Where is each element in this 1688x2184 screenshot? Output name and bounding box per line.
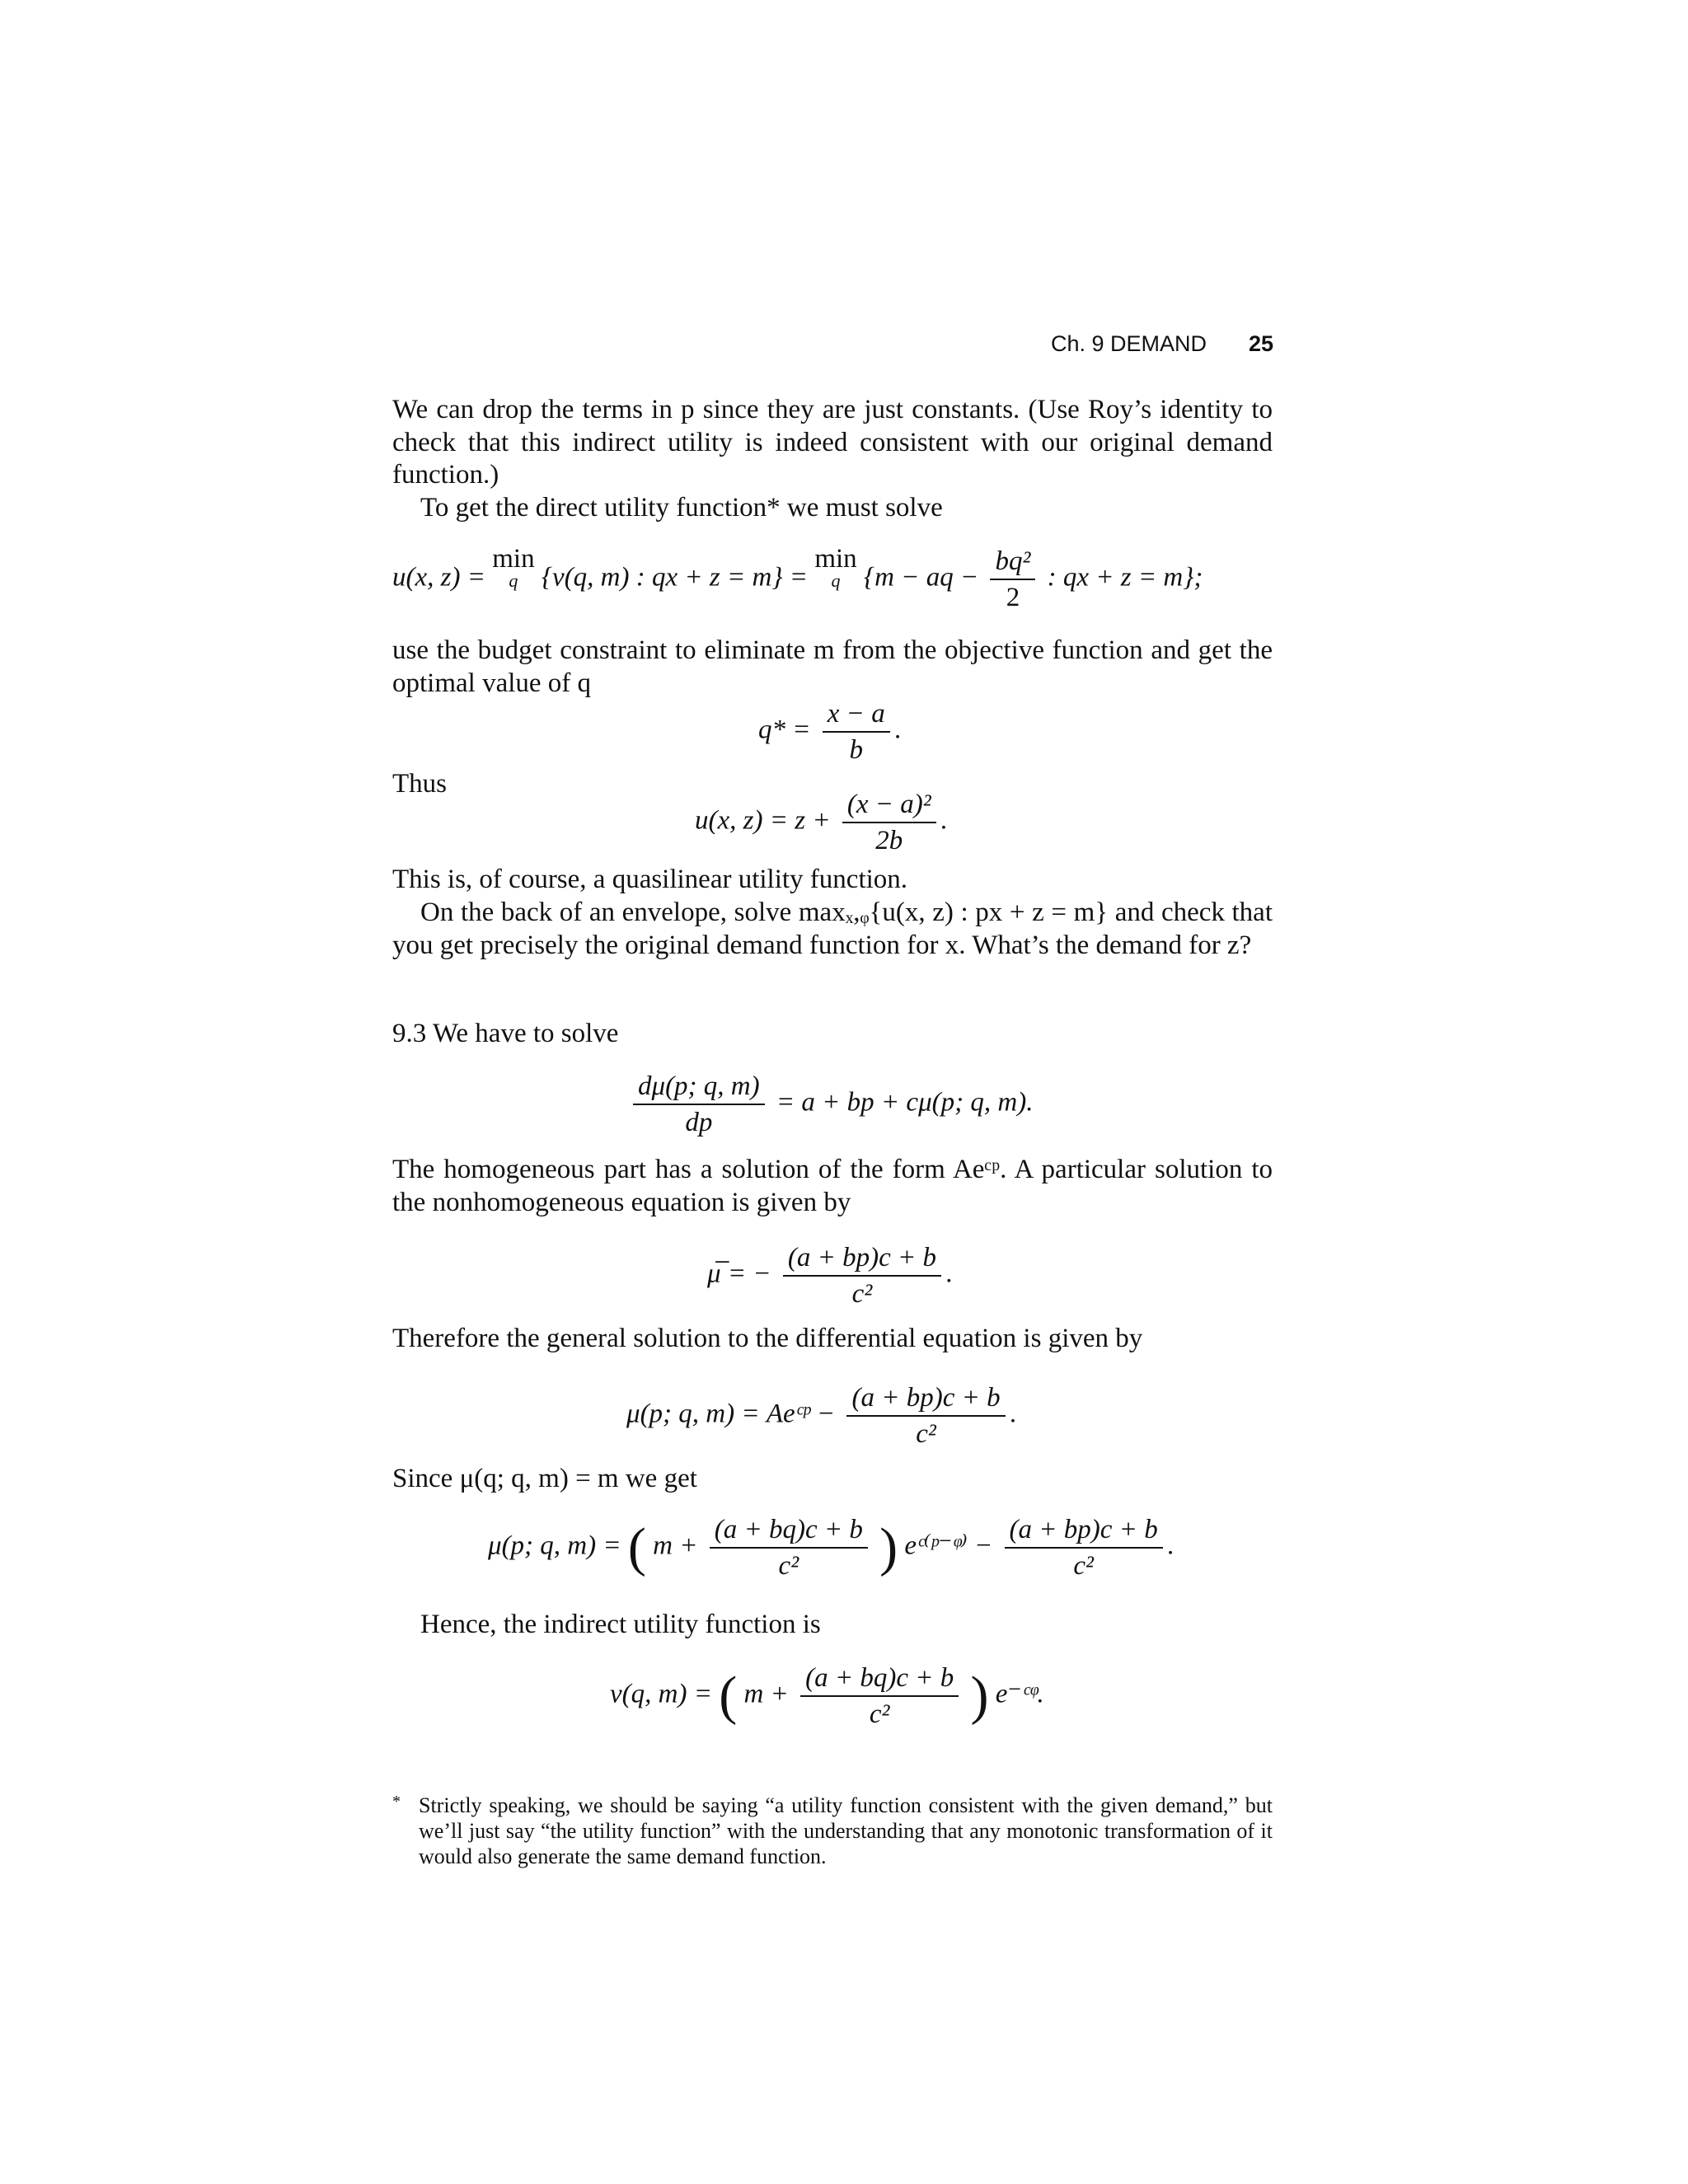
- eq1-min-operator-2: min q: [814, 544, 857, 591]
- thus-label: Thus: [392, 769, 447, 799]
- eq6-lhs: μ(p; q, m) = Aeᶜᵖ −: [626, 1399, 836, 1429]
- eq8-fraction: $\frac{(a + bq)c + b}{\text{c²}}$: [800, 1661, 959, 1732]
- paragraph-2: To get the direct utility function* we must solve: [420, 493, 943, 523]
- footnote: [392, 1793, 1273, 1869]
- paragraph-7: The homogeneous part has a solution of the form Aeᶜᵖ. A particular solution to the nonhomogeneous equation is given by: [392, 1155, 1273, 1217]
- eq6-fraction: $\frac{(a + bp)c + b}{\text{c²}}$: [846, 1380, 1005, 1451]
- eq7-exponential: eᶜ⁽ᵖ⁻ᵠ⁾: [904, 1530, 968, 1561]
- paragraph-8: Therefore the general solution to the differential equation is given by: [392, 1324, 1143, 1353]
- eq1-min-operator: min q: [492, 544, 535, 591]
- paragraph-3: use the budget constraint to eliminate m from the objective function and get the optimal value of q: [392, 635, 1273, 698]
- paragraph-10: Hence, the indirect utility function is: [420, 1610, 821, 1639]
- running-header: [1051, 331, 1273, 364]
- exercise-9-3-intro: 9.3 We have to solve: [392, 1019, 619, 1048]
- page-number: 25: [1248, 331, 1273, 356]
- eq5-lhs: μ̅ = −: [707, 1258, 771, 1289]
- equation-mu-solution: μ(p; q, m) = ( m + $\frac{(a + bq)c + b}{\text{c²}}$ ) eᶜ⁽ᵖ⁻ᵠ⁾ − $\frac{(a + bp)c + b}{\text{c²}}$ .: [488, 1512, 1175, 1583]
- eq7-fraction-1: $\frac{(a + bq)c + b}{\text{c²}}$: [710, 1512, 868, 1583]
- paragraph-1: We can drop the terms in p since they are just constants. (Use Roy’s identity to check that this indirect utility is indeed consistent with our original demand function.): [392, 395, 1273, 490]
- eq4-fraction: $\frac{d\mu(p; q, m)}{dp}$: [633, 1069, 765, 1140]
- eq3-fraction: $\frac{\text{(x − a)²}}{2b}$: [842, 787, 936, 858]
- eq8-exponential: e⁻ᶜᵠ.: [995, 1679, 1044, 1709]
- eq1-constraint: : qx + z = m};: [1047, 562, 1203, 593]
- equation-indirect-utility: [610, 1661, 1044, 1732]
- eq7-fraction-2: $\frac{(a + bp)c + b}{\text{c²}}$: [1005, 1512, 1163, 1583]
- right-paren: ): [879, 1517, 898, 1577]
- eq1-objective: {m − aq −: [863, 562, 979, 593]
- equation-differential: [628, 1069, 1033, 1140]
- eq3-lhs: u(x, z) = z +: [695, 805, 831, 836]
- eq1-lhs: u(x, z) =: [392, 562, 493, 593]
- chapter-title: Ch. 9 DEMAND: [1051, 331, 1207, 356]
- eq7-lhs: μ(p; q, m) =: [488, 1530, 621, 1561]
- equation-quasilinear-utility: u(x, z) = z + $\frac{\text{(x − a)²}}{2b}$ .: [695, 787, 948, 858]
- equation-general-solution: μ(p; q, m) = Aeᶜᵖ − $\frac{(a + bp)c + b}{\text{c²}}$ .: [626, 1380, 1017, 1451]
- eq7-minus: −: [974, 1530, 993, 1561]
- equation-direct-utility: [392, 544, 1203, 615]
- left-paren: (: [719, 1666, 738, 1726]
- paragraph-5: On the back of an envelope, solve maxₓ,ᵩ{u(x, z) : px + z = m} and check that you get precisely the original demand function for x. What’s the demand for z?: [392, 898, 1273, 960]
- eq5-fraction: $\frac{(a + bp)c + b}{\text{c²}}$: [783, 1240, 941, 1311]
- right-paren: ): [970, 1666, 989, 1726]
- eq1-middle: {v(q, m) : qx + z = m} =: [541, 562, 815, 593]
- eq4-rhs: = a + bp + cμ(p; q, m).: [776, 1087, 1034, 1118]
- eq7-m-term: m +: [653, 1530, 698, 1561]
- eq8-lhs: v(q, m) =: [610, 1679, 712, 1709]
- paragraph-9: Since μ(q; q, m) = m we get: [392, 1464, 697, 1493]
- footnote-text: Strictly speaking, we should be saying “a utility function consistent with the given demand,” but we’ll just say “the utility function” with the understanding that any monotonic transformation of it would also generate the same demand function.: [419, 1793, 1273, 1868]
- left-paren: (: [627, 1517, 646, 1577]
- eq2-fraction: $\frac{x - a}{b}$: [823, 696, 890, 767]
- footnote-mark: *: [392, 1793, 401, 1811]
- eq2-lhs: q* =: [758, 715, 811, 745]
- paragraph-4: This is, of course, a quasilinear utility function.: [392, 865, 908, 894]
- equation-particular-solution: μ̅ = − $\frac{(a + bp)c + b}{\text{c²}}$ .: [707, 1240, 953, 1311]
- eq1-fraction: $\frac{\text{bq²}}{2}$: [990, 544, 1035, 615]
- eq8-m-term: m +: [743, 1679, 789, 1709]
- equation-optimal-q: q* = $\frac{x - a}{b}$ .: [758, 696, 902, 767]
